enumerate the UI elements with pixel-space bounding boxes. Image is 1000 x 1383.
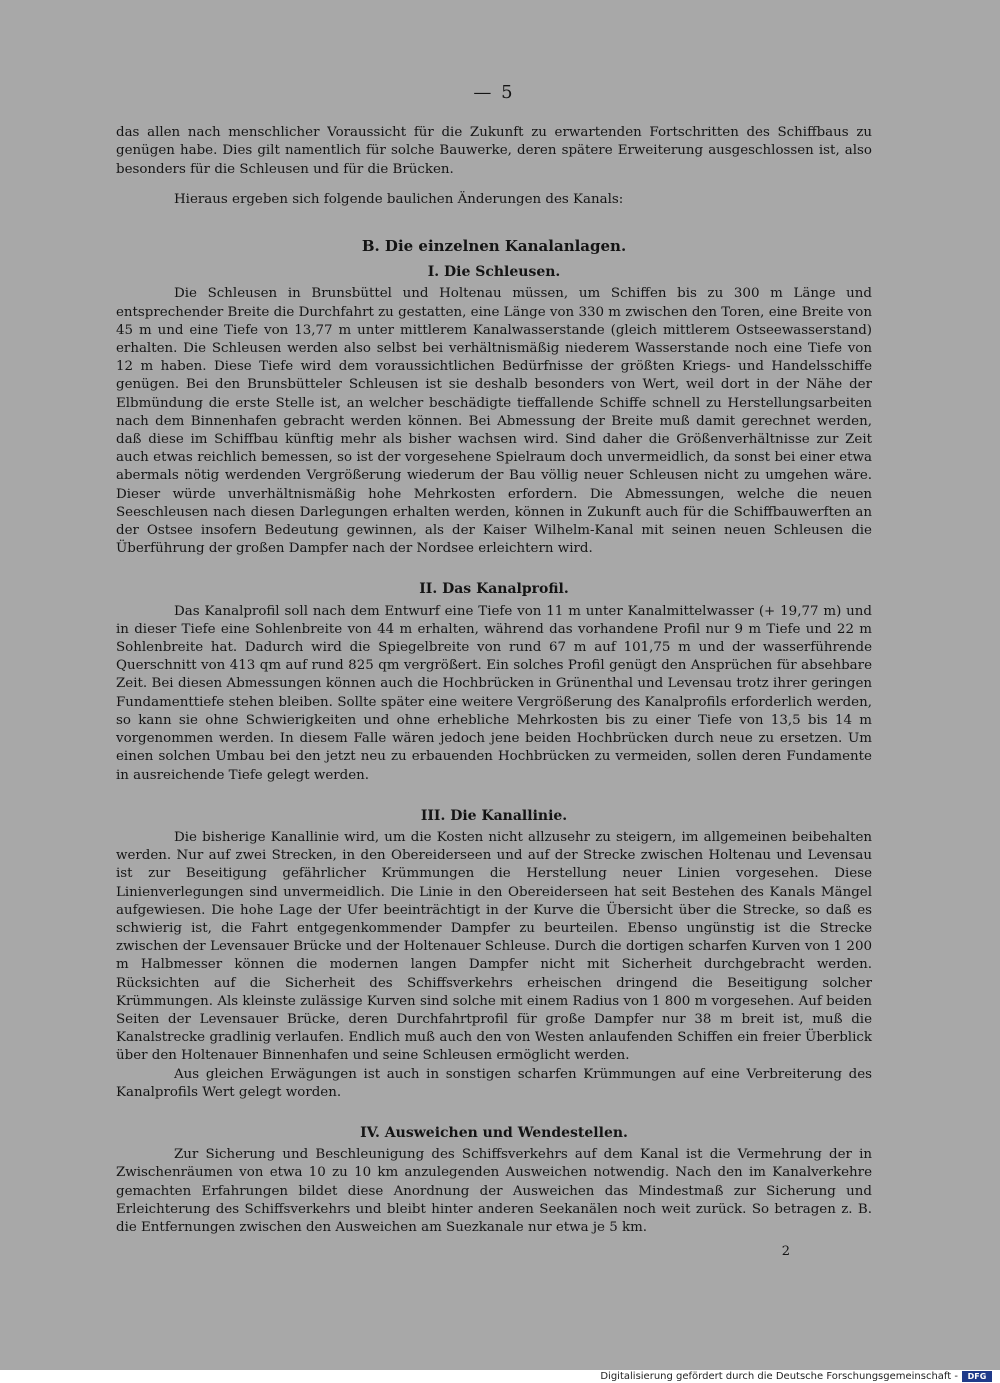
signature-mark: 2 <box>781 1244 790 1260</box>
section-3-paragraph-2: Aus gleichen Erwägungen ist auch in sonstigen scharfen Krümmungen auf eine Verbreiterung des Kanalprofils Wert gelegt worden. <box>116 1066 872 1100</box>
section-3-heading: III. Die Kanallinie. <box>420 807 568 824</box>
section-3-paragraph-1: Die bisherige Kanallinie wird, um die Kosten nicht allzusehr zu steigern, im allgemeinen beibehalten werden. Nur auf zwei Strecken, in den Obereiderseen und auf der Strecke zwischen Holtenau und Levensau ist zur Beseitigung gefährlicher Krümmungen die Herstellung neuer Linien vorgesehen. Diese Linienverlegungen sind unvermeidlich. Die Linie in den Obereiderseen hat seit Bestehen des Kanals Mängel aufgewiesen. Die hohe Lage der Ufer beeinträchtigt in der Kurve die Übersicht über die Strecke, so daß es schwierig ist, die Fahrt entgegenkommender Dampfer zu beurteilen. Ebenso ungünstig ist die Strecke zwischen der Levensauer Brücke und der Holtenauer Schleuse. Durch die dortigen scharfen Kurven von 1 200 m Halbmesser können die modernen langen Dampfer nicht mit Sicherheit durchgebracht werden. Rücksichten auf die Sicherheit des Schiffsverkehrs erheischen dringend die Beseitigung solcher Krümmungen. Als kleinste zulässige Kurven sind solche mit einem Radius von 1 800 m vorgesehen. Auf beiden Seiten der Levensauer Brücke, deren Durchfahrtprofil für große Dampfer nur 38 m breit ist, muß die Kanalstrecke gradlinig verlaufen. Endlich muß auch den von Westen anlaufenden Schiffen ein freier Überblick über den Holtenauer Binnenhafen und seine Schleusen ermöglicht werden. <box>116 829 872 1064</box>
section-4-heading: IV. Ausweichen und Wendestellen. <box>360 1124 628 1141</box>
section-2-paragraph: Das Kanalprofil soll nach dem Entwurf eine Tiefe von 11 m unter Kanalmittelwasser (+ 19,77 m) und in dieser Tiefe eine Sohlenbreite von 44 m erhalten, während das vorhandene Profil nur 9 m Tiefe und 22 m Sohlenbreite hat. Dadurch wird die Spiegelbreite von rund 67 m auf 101,75 m und der wasserführende Querschnitt von 413 qm auf rund 825 qm vergrößert. Ein solches Profil genügt den Ansprüchen für absehbare Zeit. Bei diesen Abmessungen können auch die Hochbrücken in Grünenthal und Levensau trotz ihrer geringen Fundamenttiefe stehen bleiben. Sollte später eine weitere Vergrößerung des Kanalprofils erforderlich werden, so kann sie ohne Schwierigkeiten und ohne erhebliche Mehrkosten bis zu einer Tiefe von 13,5 bis 14 m vorgenommen werden. In diesem Falle wären jedoch jene beiden Hochbrücken durch neue zu ersetzen. Um einen solchen Umbau bei den jetzt neu zu erbauenden Hochbrücken zu vermeiden, sollen deren Fundamente in ausreichende Tiefe gelegt werden. <box>116 603 872 783</box>
dfg-logo-icon: DFG <box>962 1371 992 1382</box>
section-4-paragraph: Zur Sicherung und Beschleunigung des Schiffsverkehrs auf dem Kanal ist die Vermehrung der in Zwischenräumen von etwa 10 zu 10 km anzulegenden Ausweichen notwendig. Nach den im Kanalverkehre gemachten Erfahrungen bildet diese Anordnung der Ausweichen das Mindestmaß zur Sicherung und Erleichterung des Schiffsverkehrs und bleibt hinter anderen Seekanälen noch weit zurück. So betragen z. B. die Entfernungen zwischen den Ausweichen am Suezkanale nur etwa je 5 km. <box>116 1147 872 1235</box>
page-number: — 5 <box>473 82 515 103</box>
page-content <box>116 84 872 1261</box>
section-1-paragraph: Die Schleusen in Brunsbüttel und Holtenau müssen, um Schiffen bis zu 300 m Länge und entsprechender Breite die Durchfahrt zu gestatten, eine Länge von 330 m zwischen den Toren, eine Breite von 45 m und eine Tiefe von 13,77 m unter mittlerem Kanalwasserstande (gleich mittlerem Ostseewasserstand) erhalten. Die Schleusen werden also selbst bei verhältnismäßig niederem Wasserstande noch eine Tiefe von 12 m haben. Diese Tiefe wird dem voraussichtlichen Bedürfnisse der größten Kriegs- und Handelsschiffe genügen. Bei den Brunsbütteler Schleusen ist sie deshalb besonders von Wert, weil dort in der Nähe der Elbmündung die erste Stelle ist, an welcher beschädigte tieffallende Schiffe schnell zu Herstellungsarbeiten nach dem Binnenhafen gebracht werden können. Bei Abmessung der Breite muß damit gerechnet werden, daß diese im Schiffbau künftig mehr als bisher wachsen wird. Sind daher die Größenverhältnisse zur Zeit auch etwas reichlich bemessen, so ist der vorgesehene Spielraum doch unvermeidlich, da sonst bei einer etwa abermals nötig werdenden Vergrößerung wiederum der Bau völlig neuer Schleusen nicht zu umgehen wäre. Dieser würde unverhältnismäßig hohe Mehrkosten erfordern. Die Abmessungen, welche die neuen Seeschleusen nach diesen Darlegungen erhalten werden, können in Zukunft auch für die Schiffbauwerften an der Ostsee insofern Bedeutung gewinnen, als der Kaiser Wilhelm-Kanal mit seinen neuen Schleusen die Überführung der großen Dampfer nach der Nordsee erleichtern wird. <box>116 286 872 557</box>
section-1-heading: I. Die Schleusen. <box>427 264 561 281</box>
footer-bar <box>0 1370 1000 1383</box>
footer-credit: Digitalisierung gefördert durch die Deutsche Forschungsgemeinschaft - <box>600 1371 958 1382</box>
section-2-heading: II. Das Kanalprofil. <box>419 581 569 598</box>
section-b-heading: B. Die einzelnen Kanalanlagen. <box>361 237 627 256</box>
intro-paragraph-2: Hieraus ergeben sich folgende baulichen Änderungen des Kanals: <box>174 191 624 207</box>
intro-paragraph-1: das allen nach menschlicher Voraussicht für die Zukunft zu erwartenden Fortschritten des Schiffbaus zu genügen habe. Dies gilt namentlich für solche Bauwerke, deren spätere Erweiterung ausgeschlossen ist, also besonders für die Schleusen und für die Brücken. <box>116 125 872 177</box>
